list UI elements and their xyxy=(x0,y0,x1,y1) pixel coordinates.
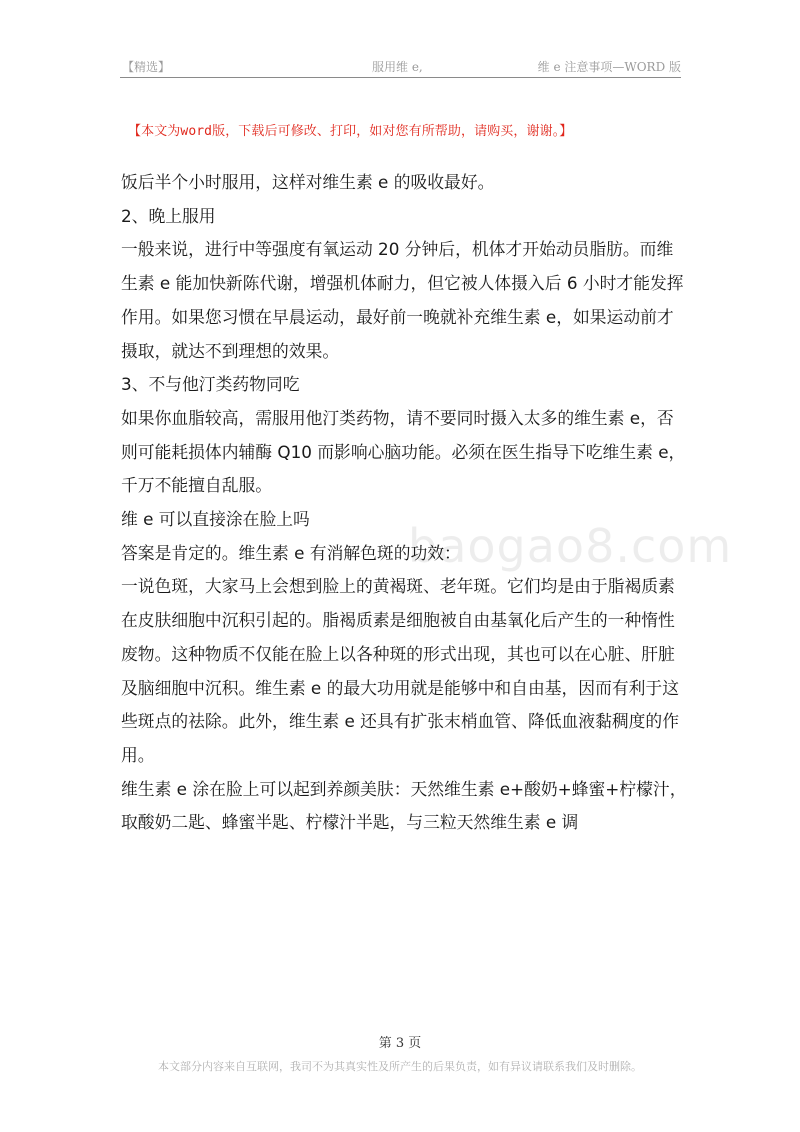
page-footer-disclaimer: 本文部分内容来自互联网，我司不为其真实性及所产生的后果负责，如有异议请联系我们及时删除。 xyxy=(158,1060,642,1073)
section-heading: 2、晚上服用 xyxy=(121,205,216,226)
paragraph: 维生素 e 涂在脸上可以起到养颜美肤：天然维生素 e+酸奶+蜂蜜+柠檬汁，取酸奶二匙、蜂蜜半匙、柠檬汁半匙，与三粒天然维生素 e 调 xyxy=(121,778,687,833)
page-number: 第 3 页 xyxy=(378,1036,422,1051)
paragraph: 一般来说，进行中等强度有氧运动 20 分钟后，机体才开始动员脂肪。而维生素 e 能加快新陈代谢，增强机体耐力，但它被人体摄入后 6 小时才能发挥作用。如果您习惯在早晨运动，最好前一晚就补充维生素 e，如果运动前才摄取，就达不到理想的效果。 xyxy=(121,239,684,361)
watermark: baogao8.com xyxy=(408,519,733,573)
download-notice: 【本文为word版，下载后可修改、打印，如对您有所帮助，请购买，谢谢。】 xyxy=(128,124,573,139)
header-right-title: 维 e 注意事项—WORD 版 xyxy=(537,60,681,74)
document-body xyxy=(121,166,687,840)
section-heading: 3、不与他汀类药物同吃 xyxy=(121,374,300,395)
paragraph: 饭后半个小时服用，这样对维生素 e 的吸收最好。 xyxy=(121,172,495,192)
section-heading: 维 e 可以直接涂在脸上吗 xyxy=(121,509,310,530)
page-header xyxy=(120,55,681,78)
paragraph: 答案是肯定的。维生素 e 有消解色斑的功效： xyxy=(121,542,461,563)
header-center-title: 服用维 e, xyxy=(372,60,423,74)
header-left-label: 【精选】 xyxy=(122,60,171,74)
paragraph: 如果你血脂较高，需服用他汀类药物，请不要同时摄入太多的维生素 e，否则可能耗损体内辅酶 Q10 而影响心脑功能。必须在医生指导下吃维生素 e，千万不能擅自乱服。 xyxy=(121,407,686,496)
paragraph: 一说色斑，大家马上会想到脸上的黄褐斑、老年斑。它们均是由于脂褐质素在皮肤细胞中沉积引起的。脂褐质素是细胞被自由基氧化后产生的一种惰性废物。这种物质不仅能在脸上以各种斑的形式出现，其也可以在心脏、肝脏及脑细胞中沉积。维生素 e 的最大功用就是能够中和自由基，因而有利于这些斑点的祛除。此外，维生素 e 还具有扩张末梢血管、降低血液黏稠度的作用。 xyxy=(121,576,679,765)
